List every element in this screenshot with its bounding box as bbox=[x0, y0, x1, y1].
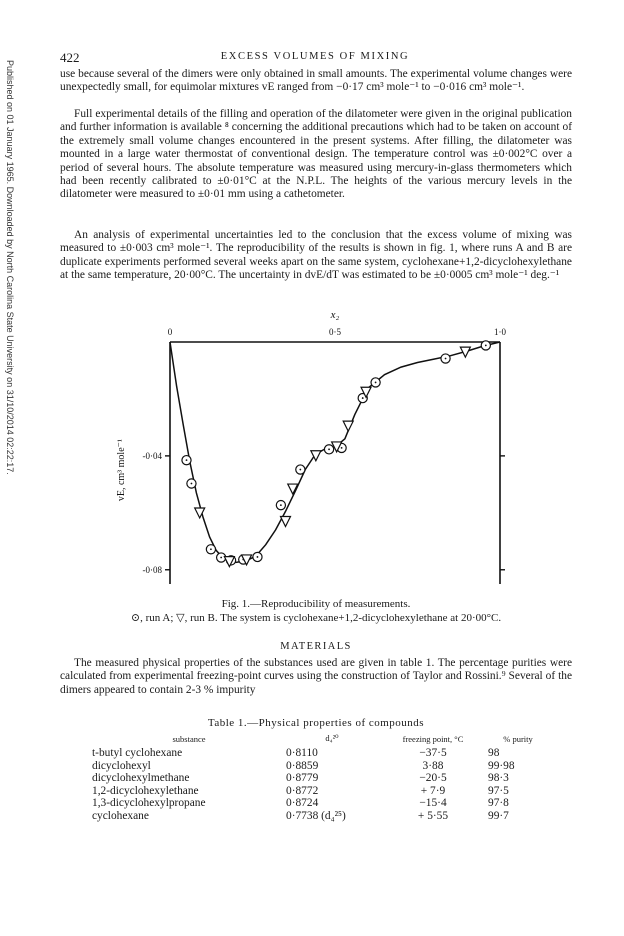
col-purity: % purity bbox=[503, 733, 533, 744]
download-notice-text: Published on 01 January 1965. Downloaded by North Carolina State University on 31/10/2014 02:22:17. bbox=[5, 60, 15, 475]
cell-purity: 98·3 bbox=[488, 772, 509, 785]
cell-substance: 1,2-dicyclohexylethane bbox=[92, 784, 199, 797]
cell-density: 0·8779 bbox=[286, 772, 319, 785]
x-tick-label: 0·5 bbox=[329, 327, 341, 337]
cell-purity: 98 bbox=[488, 747, 500, 759]
table-row bbox=[92, 810, 548, 823]
cell-substance: cyclohexane bbox=[92, 809, 149, 822]
cell-purity: 97·5 bbox=[488, 784, 509, 797]
x-axis-label: x₂ bbox=[330, 309, 340, 321]
cell-freezing-point: 3·88 bbox=[422, 759, 444, 772]
y-tick-label: -0·08 bbox=[142, 564, 162, 575]
run-a-point-dot bbox=[299, 469, 301, 471]
page-header bbox=[60, 50, 570, 66]
cell-freezing-point: + 5·55 bbox=[417, 809, 449, 822]
section-heading-materials: MATERIALS bbox=[280, 641, 352, 652]
cell-substance: 1,3-dicyclohexylpropane bbox=[92, 797, 206, 810]
x-tick-label: 0 bbox=[167, 327, 173, 337]
table-row bbox=[92, 747, 548, 760]
cell-purity: 99·98 bbox=[488, 759, 515, 772]
col-substance: substance bbox=[172, 733, 206, 744]
cell-freezing-point: −37·5 bbox=[419, 747, 447, 759]
run-b-point bbox=[343, 421, 353, 431]
page-number: 422 bbox=[60, 50, 80, 65]
cell-freezing-point: −15·4 bbox=[419, 797, 447, 810]
cell-substance: dicyclohexyl bbox=[92, 759, 151, 772]
run-a-point-dot bbox=[375, 382, 377, 384]
run-a-point-dot bbox=[328, 448, 330, 450]
y-axis-label: vE, cm³ mole⁻¹ bbox=[116, 439, 127, 502]
table-row bbox=[92, 785, 548, 798]
cell-purity: 97·8 bbox=[488, 797, 509, 810]
table-row bbox=[92, 760, 548, 773]
run-a-point-dot bbox=[341, 447, 343, 449]
cell-freezing-point: −20·5 bbox=[419, 772, 447, 785]
run-a-point-dot bbox=[191, 483, 193, 485]
paragraph-3: An analysis of experimental uncertainties led to the conclusion that the excess volume of mixing was measured to ±0·003 cm³ mole⁻¹. The reproducibility of the results is shown in fig. 1, where runs A and B are duplicate experiments performed several weeks apart on the same system, cyclohexane+1,2-dicyclohexylethane at the same temperature, 20·00°C. The uncertainty in dvE/dT was estimated to be ±0·0005 cm³ mole⁻¹ deg.⁻¹ bbox=[60, 229, 572, 282]
col-freezing-point: freezing point, °C bbox=[402, 733, 464, 744]
download-notice bbox=[3, 60, 17, 780]
table-row bbox=[92, 772, 548, 785]
table-header-row bbox=[92, 733, 548, 747]
run-b-point bbox=[281, 517, 291, 527]
figure-caption-line-2: ⊙, run A; ▽, run B. The system is cyclohexane+1,2-dicyclohexylethane at 20·00°C. bbox=[130, 612, 502, 624]
cell-density: 0·8859 bbox=[286, 759, 319, 772]
cell-density: 0·8724 bbox=[286, 797, 319, 810]
cell-purity: 99·7 bbox=[488, 809, 509, 822]
run-a-point-dot bbox=[280, 504, 282, 506]
paragraph-1: use because several of the dimers were only obtained in small amounts. The experimental volume changes were unexpectedly small, for equimolar mixtures vE ranged from −0·17 cm³ mole⁻¹ to −0·016 cm³ mole⁻¹. bbox=[60, 68, 572, 94]
cell-density: 0·8772 bbox=[286, 784, 319, 797]
table-row bbox=[92, 797, 548, 810]
run-a-point-dot bbox=[257, 556, 259, 558]
run-a-point-dot bbox=[210, 548, 212, 550]
running-head: EXCESS VOLUMES OF MIXING bbox=[220, 51, 410, 62]
figure-1 bbox=[110, 306, 540, 596]
figure-caption-line-1: Fig. 1.—Reproducibility of measurements. bbox=[221, 598, 411, 610]
run-a-point-dot bbox=[186, 459, 188, 461]
col-density: d₄²⁰ bbox=[325, 733, 339, 743]
materials-paragraph: The measured physical properties of the substances used are given in table 1. The percentage purities were calculated from experimental freezing-point curves using the construction of Taylor and Rossini.⁹ Several of the dimers appeared to contain 2-3 % impurity bbox=[60, 657, 572, 696]
run-a-point-dot bbox=[445, 358, 447, 360]
fitted-curve bbox=[170, 342, 500, 562]
y-tick-label: -0·04 bbox=[142, 450, 162, 461]
table-title: Table 1.—Physical properties of compounds bbox=[207, 717, 425, 729]
cell-substance: dicyclohexylmethane bbox=[92, 772, 190, 785]
excess-volume-chart bbox=[110, 306, 540, 596]
run-a-point-dot bbox=[485, 345, 487, 347]
cell-substance: t-butyl cyclohexane bbox=[92, 747, 183, 759]
run-a-point-dot bbox=[362, 397, 364, 399]
cell-freezing-point: + 7·9 bbox=[420, 784, 446, 797]
properties-table bbox=[92, 733, 548, 823]
cell-density: 0·7738 (d₄²⁵) bbox=[286, 809, 346, 822]
paragraph-2: Full experimental details of the filling and operation of the dilatometer were given in the original publication and further information is available ⁸ concerning the additional precautions which had to be taken on account of the extremely small volume changes encountered in the present systems. After filling, the dilatometer was mounted in a large water thermostat of conventional design. The temperature control was ±0·002°C over a period of several hours. The absolute temperature was measured using mercury-in-glass thermometers which had been recently calibrated to ±0·01°C at the N.P.L. The heights of the various mercury levels in the dilatometer were measured to ±0·01 mm using a cathetometer. bbox=[60, 108, 572, 201]
cell-density: 0·8110 bbox=[286, 747, 318, 759]
run-a-point-dot bbox=[220, 557, 222, 559]
x-tick-label: 1·0 bbox=[494, 327, 506, 337]
